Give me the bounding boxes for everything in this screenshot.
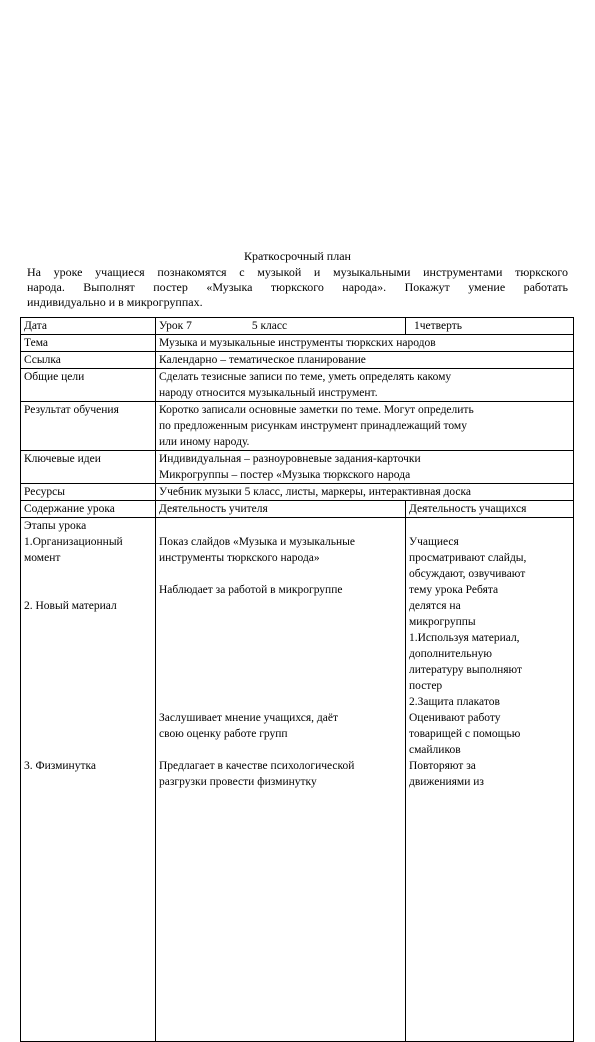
- student-line: литературу выполняют: [409, 664, 522, 676]
- document-title: Краткосрочный план: [244, 249, 351, 263]
- student-line: обсуждают, озвучивают: [409, 568, 526, 580]
- header-content: Содержание урока: [21, 501, 156, 518]
- table-row: [21, 318, 574, 335]
- lesson-plan-table: [20, 317, 574, 1042]
- student-line: Оценивают работу: [409, 712, 501, 724]
- row-content: [156, 369, 574, 402]
- student-line: микрогруппы: [409, 616, 476, 628]
- student-line: 1.Используя материал,: [409, 632, 520, 644]
- student-line: постер: [409, 680, 443, 692]
- row-content: [156, 402, 574, 451]
- teacher-line: разгрузки провести физминутку: [159, 776, 317, 788]
- intro-line: индивидуально и в микрогруппах.: [27, 295, 203, 309]
- table-header-row: [21, 501, 574, 518]
- table-row: [21, 484, 574, 501]
- quarter: [406, 318, 574, 335]
- row-label: Ссылка: [21, 352, 156, 369]
- student-line: тему урока Ребята: [409, 584, 499, 596]
- table-row: [21, 352, 574, 369]
- row-line: Музыка и музыкальные инструменты тюркских народов: [159, 337, 436, 349]
- teacher-line: Предлагает в качестве психологической: [159, 760, 355, 772]
- row-label: Ключевые идеи: [21, 451, 156, 484]
- student-line: Повторяют за: [409, 760, 476, 772]
- row-content: [156, 484, 574, 501]
- teacher-line: инструменты тюркского народа»: [159, 552, 320, 564]
- student-line: дополнительную: [409, 648, 493, 660]
- students-cell: [406, 518, 574, 1042]
- student-line: смайликов: [409, 744, 461, 756]
- row-line: Коротко записали основные заметки по теме. Могут определить: [159, 404, 474, 416]
- header-students: Деятельность учащихся: [406, 501, 574, 518]
- student-line: 2.Защита плакатов: [409, 696, 500, 708]
- grade: 5 класс: [251, 320, 288, 332]
- intro-line: народа. Выполнят постер «Музыка тюркского народа». Покажут умение работать: [27, 280, 568, 294]
- date-label: Дата: [21, 318, 156, 335]
- row-line: или иному народу.: [159, 436, 250, 448]
- row-content: [156, 451, 574, 484]
- table-row: [21, 402, 574, 451]
- table-row: [21, 518, 574, 1042]
- table-row: [21, 335, 574, 352]
- student-line: просматривают слайды,: [409, 552, 527, 564]
- row-content: [156, 335, 574, 352]
- row-line: Календарно – тематическое планирование: [159, 354, 366, 366]
- row-line: Индивидуальная – разноуровневые задания-карточки: [159, 453, 421, 465]
- row-content: [156, 352, 574, 369]
- teacher-cell: [156, 518, 406, 1042]
- table-row: [21, 451, 574, 484]
- stage-1: момент: [24, 552, 61, 564]
- row-label: Ресурсы: [21, 484, 156, 501]
- quarter-text: 1четверть: [414, 320, 462, 332]
- header-teacher: Деятельность учителя: [156, 501, 406, 518]
- row-line: по предложенным рисункам инструмент принадлежащий тому: [159, 420, 467, 432]
- intro-paragraph: [27, 265, 568, 310]
- stage-3: 3. Физминутка: [24, 760, 96, 772]
- row-line: Микрогруппы – постер «Музыка тюркского народа: [159, 469, 411, 481]
- teacher-line: Показ слайдов «Музыка и музыкальные: [159, 536, 356, 548]
- table-row: [21, 369, 574, 402]
- student-line: Учащиеся: [409, 536, 459, 548]
- teacher-line: Наблюдает за работой в микрогруппе: [159, 584, 343, 596]
- row-label: Общие цели: [21, 369, 156, 402]
- student-line: движениями из: [409, 776, 484, 788]
- intro-line: На уроке учащиеся познакомятся с музыкой и музыкальными инструментами тюркского: [27, 265, 568, 279]
- stage-1: 1.Организационный: [24, 536, 123, 548]
- lesson-grade-cell: [156, 318, 406, 335]
- teacher-line: Заслушивает мнение учащихся, даёт: [159, 712, 338, 724]
- row-line: Сделать тезисные записи по теме, уметь определять какому: [159, 371, 452, 383]
- teacher-line: свою оценку работе групп: [159, 728, 288, 740]
- row-line: народу относится музыкальный инструмент.: [159, 387, 378, 399]
- stages-title: Этапы урока: [24, 520, 87, 532]
- stage-2: 2. Новый материал: [24, 600, 117, 612]
- lesson-number: Урок 7: [159, 320, 192, 332]
- row-label: Результат обучения: [21, 402, 156, 451]
- student-line: делятся на: [409, 600, 461, 612]
- row-label: Тема: [21, 335, 156, 352]
- stages-cell: [21, 518, 156, 1042]
- student-line: товарищей с помощью: [409, 728, 521, 740]
- row-line: Учебник музыки 5 класс, листы, маркеры, интерактивная доска: [159, 486, 472, 498]
